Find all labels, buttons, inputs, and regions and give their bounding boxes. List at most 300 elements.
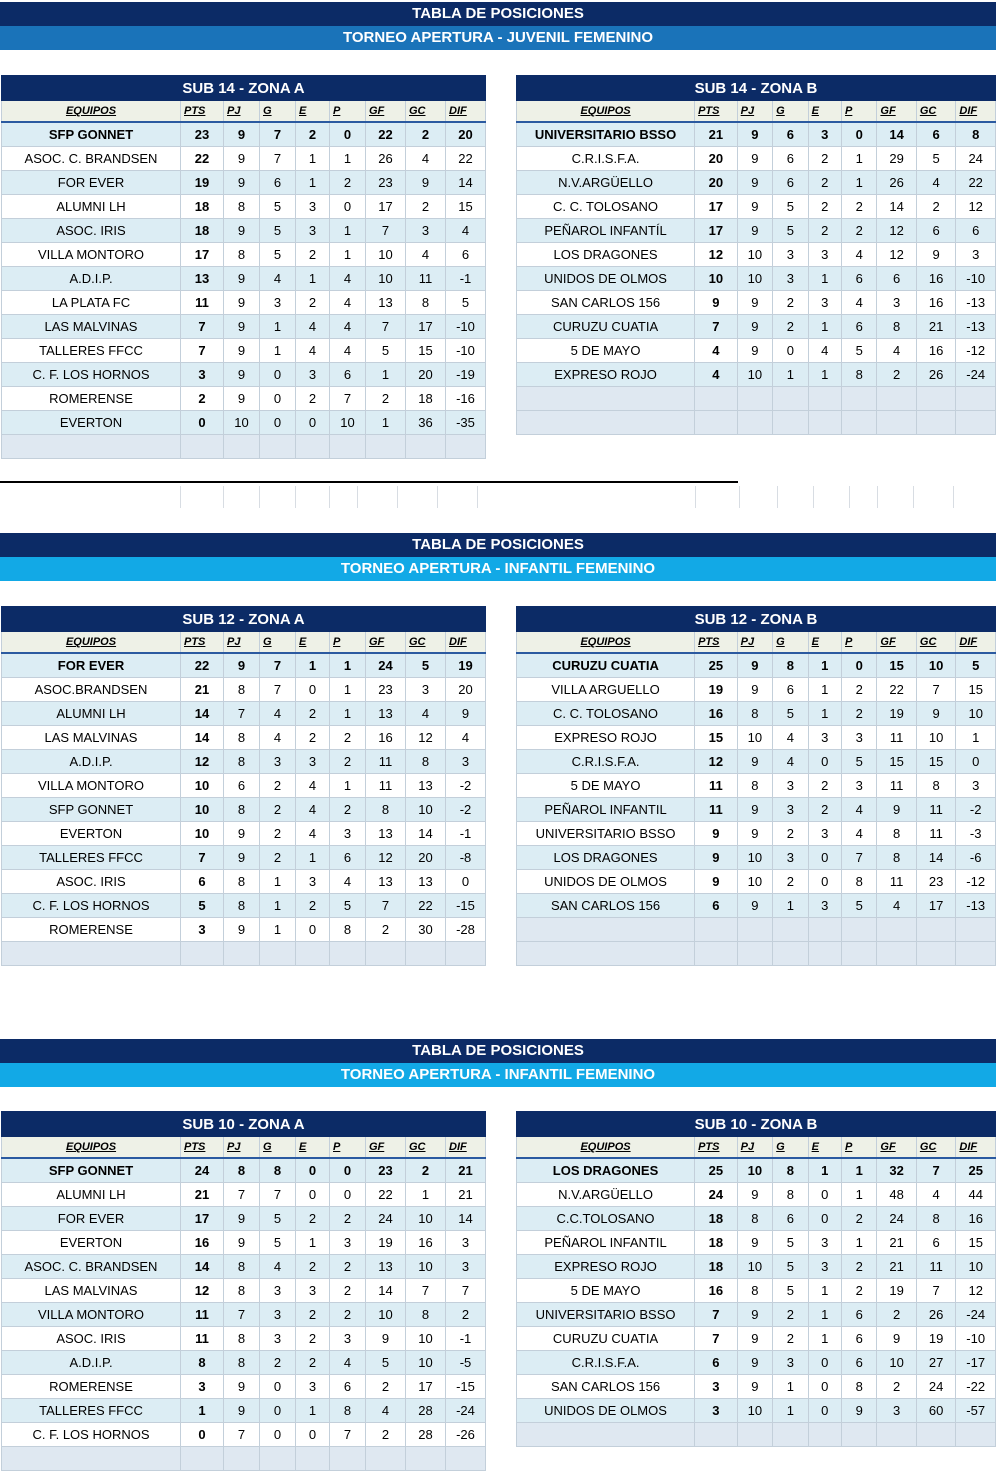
cell-e: 3: [808, 243, 841, 267]
cell-pj: [737, 1423, 773, 1447]
cell-g: 5: [773, 1255, 808, 1279]
standings-table-sub10-zona-b: [516, 1111, 996, 1447]
cell-pj: 7: [224, 1303, 260, 1327]
cell-e: 3: [808, 122, 841, 147]
table-row: [2, 726, 486, 750]
cell-p: 5: [842, 750, 877, 774]
table-row: [517, 798, 996, 822]
cell-gc: 16: [406, 1231, 446, 1255]
grid-divider: [180, 486, 181, 508]
column-header-team: EQUIPOS: [2, 1137, 181, 1159]
table-row: [2, 1183, 486, 1207]
cell-gc: 11: [916, 1255, 956, 1279]
cell-p: 4: [330, 291, 366, 315]
cell-e: 4: [296, 339, 330, 363]
cell-dif: -24: [956, 1303, 996, 1327]
cell-e: 1: [808, 1327, 841, 1351]
column-header-gc: GC: [406, 101, 446, 123]
cell-pts: 19: [695, 678, 738, 702]
cell-e: 0: [808, 1183, 841, 1207]
empty-row: [2, 435, 486, 459]
cell-pts: 2: [181, 387, 224, 411]
table-row: [2, 774, 486, 798]
cell-g: 6: [773, 678, 808, 702]
cell-e: 2: [296, 1351, 330, 1375]
cell-pj: 10: [737, 846, 773, 870]
cell-pts: 20: [695, 147, 738, 171]
cell-pts: 10: [181, 798, 224, 822]
cell-dif: -8: [446, 846, 486, 870]
cell-pts: 18: [695, 1255, 738, 1279]
cell-dif: 3: [956, 774, 996, 798]
cell-p: 4: [330, 1351, 366, 1375]
cell-team: TALLERES FFCC: [2, 339, 181, 363]
cell-team: UNIDOS DE OLMOS: [517, 870, 695, 894]
column-header-team: EQUIPOS: [517, 632, 695, 654]
cell-g: 5: [260, 195, 296, 219]
grid-divider: [397, 486, 398, 508]
cell-pj: 8: [737, 1279, 773, 1303]
column-header-e: E: [808, 1137, 841, 1159]
cell-gc: 5: [406, 653, 446, 678]
cell-pj: [224, 435, 260, 459]
cell-gc: 11: [916, 822, 956, 846]
cell-p: 4: [842, 798, 877, 822]
cell-p: 8: [330, 918, 366, 942]
table-row: [517, 774, 996, 798]
cell-gf: 1: [366, 411, 406, 435]
cell-p: 1: [842, 1158, 877, 1183]
table-row: [2, 870, 486, 894]
table-row: [517, 243, 996, 267]
cell-p: 0: [330, 122, 366, 147]
cell-team: N.V.ARGÜELLO: [517, 171, 695, 195]
cell-gc: [916, 387, 956, 411]
cell-pj: 10: [224, 411, 260, 435]
cell-g: 1: [260, 894, 296, 918]
cell-e: 2: [808, 798, 841, 822]
cell-p: [330, 1447, 366, 1471]
cell-dif: 20: [446, 122, 486, 147]
cell-g: 8: [260, 1158, 296, 1183]
cell-pj: 8: [224, 243, 260, 267]
cell-p: 2: [330, 726, 366, 750]
empty-row: [517, 942, 996, 966]
cell-gc: 15: [916, 750, 956, 774]
cell-e: 1: [808, 1303, 841, 1327]
cell-e: 1: [808, 315, 841, 339]
column-header-dif: DIF: [446, 101, 486, 123]
cell-gc: 11: [406, 267, 446, 291]
cell-gc: 30: [406, 918, 446, 942]
cell-team: UNIVERSITARIO BSSO: [517, 1303, 695, 1327]
cell-g: 7: [260, 1183, 296, 1207]
cell-p: 4: [330, 315, 366, 339]
table-row: [2, 846, 486, 870]
cell-team: VILLA MONTORO: [2, 1303, 181, 1327]
table-row: [2, 363, 486, 387]
cell-p: 1: [842, 147, 877, 171]
cell-team: SFP GONNET: [2, 798, 181, 822]
cell-g: [260, 1447, 296, 1471]
table-row: [2, 653, 486, 678]
cell-pts: 25: [695, 653, 738, 678]
standings-table-sub14-zona-b: [516, 75, 996, 435]
cell-gc: 10: [406, 1327, 446, 1351]
column-header-team: EQUIPOS: [517, 1137, 695, 1159]
cell-dif: -3: [956, 822, 996, 846]
table-row: [2, 1303, 486, 1327]
cell-pj: 10: [737, 243, 773, 267]
cell-dif: -15: [446, 1375, 486, 1399]
cell-g: 0: [260, 1375, 296, 1399]
empty-row: [2, 1447, 486, 1471]
cell-g: 2: [773, 1303, 808, 1327]
cell-p: 2: [842, 195, 877, 219]
cell-team: LOS DRAGONES: [517, 846, 695, 870]
column-header-pj: PJ: [737, 632, 773, 654]
table-row: [2, 411, 486, 435]
column-header-pj: PJ: [224, 101, 260, 123]
table-row: [2, 894, 486, 918]
cell-dif: -15: [446, 894, 486, 918]
cell-dif: 2: [446, 1303, 486, 1327]
cell-g: 2: [773, 870, 808, 894]
table-row: [517, 1207, 996, 1231]
grid-divider: [357, 486, 358, 508]
cell-pts: 18: [181, 195, 224, 219]
cell-g: 2: [773, 291, 808, 315]
cell-g: 2: [260, 846, 296, 870]
cell-pj: 9: [224, 219, 260, 243]
cell-pj: [737, 918, 773, 942]
cell-gf: 29: [877, 147, 916, 171]
cell-e: 2: [296, 122, 330, 147]
cell-dif: -19: [446, 363, 486, 387]
cell-g: 3: [773, 846, 808, 870]
cell-gc: 7: [916, 1279, 956, 1303]
cell-p: 1: [330, 653, 366, 678]
table-row: [2, 1158, 486, 1183]
cell-p: 10: [330, 411, 366, 435]
cell-dif: -6: [956, 846, 996, 870]
cell-gc: 1: [406, 1183, 446, 1207]
cell-e: [808, 387, 841, 411]
cell-team: N.V.ARGÜELLO: [517, 1183, 695, 1207]
cell-pj: 9: [224, 918, 260, 942]
cell-dif: -1: [446, 822, 486, 846]
cell-g: [260, 435, 296, 459]
cell-gc: 10: [916, 653, 956, 678]
cell-pj: 9: [737, 147, 773, 171]
column-header-e: E: [296, 1137, 330, 1159]
cell-pj: 9: [224, 122, 260, 147]
cell-e: 2: [296, 387, 330, 411]
table-row: [2, 1231, 486, 1255]
cell-gc: [916, 411, 956, 435]
grid-divider: [259, 486, 260, 508]
column-header-g: G: [773, 632, 808, 654]
cell-team: TALLERES FFCC: [2, 846, 181, 870]
cell-team: EVERTON: [2, 1231, 181, 1255]
table-row: [517, 171, 996, 195]
cell-gf: 22: [366, 122, 406, 147]
cell-e: 1: [296, 147, 330, 171]
cell-team: PEÑAROL INFANTIL: [517, 1231, 695, 1255]
cell-p: 6: [842, 1327, 877, 1351]
cell-pts: [695, 1423, 738, 1447]
cell-e: 2: [296, 1303, 330, 1327]
table-row: [2, 822, 486, 846]
cell-g: 2: [260, 1351, 296, 1375]
cell-dif: [956, 942, 996, 966]
cell-e: 3: [808, 894, 841, 918]
cell-p: 1: [842, 1183, 877, 1207]
cell-e: 2: [296, 702, 330, 726]
cell-dif: -28: [446, 918, 486, 942]
cell-p: 7: [330, 1423, 366, 1447]
cell-g: [773, 942, 808, 966]
column-header-gf: GF: [366, 101, 406, 123]
cell-g: 2: [260, 822, 296, 846]
empty-row: [517, 918, 996, 942]
column-header-pts: PTS: [181, 1137, 224, 1159]
table-row: [517, 339, 996, 363]
cell-team: EXPRESO ROJO: [517, 363, 695, 387]
cell-p: 5: [842, 894, 877, 918]
cell-team: LAS MALVINAS: [2, 726, 181, 750]
cell-g: 7: [260, 147, 296, 171]
cell-dif: -10: [956, 267, 996, 291]
table-row: [2, 750, 486, 774]
table-row: [2, 702, 486, 726]
cell-gc: 26: [916, 363, 956, 387]
cell-e: 3: [808, 291, 841, 315]
cell-g: 2: [260, 798, 296, 822]
cell-gc: 16: [916, 291, 956, 315]
cell-pj: [224, 942, 260, 966]
cell-pj: 9: [224, 387, 260, 411]
cell-dif: 14: [446, 1207, 486, 1231]
cell-pts: 12: [181, 1279, 224, 1303]
cell-pts: 17: [695, 195, 738, 219]
cell-e: 3: [296, 1375, 330, 1399]
cell-dif: 5: [446, 291, 486, 315]
cell-e: 1: [296, 267, 330, 291]
cell-pts: 6: [695, 1351, 738, 1375]
table-row: [517, 846, 996, 870]
cell-gf: 3: [877, 291, 916, 315]
cell-gf: 17: [366, 195, 406, 219]
cell-g: 0: [260, 387, 296, 411]
table-row: [517, 1255, 996, 1279]
cell-team: [2, 1447, 181, 1471]
cell-p: [842, 918, 877, 942]
cell-pj: 8: [224, 798, 260, 822]
cell-team: PEÑAROL INFANTÍL: [517, 219, 695, 243]
cell-pj: 9: [737, 822, 773, 846]
cell-p: 6: [842, 1351, 877, 1375]
cell-dif: 6: [956, 219, 996, 243]
cell-gf: [877, 387, 916, 411]
column-header-g: G: [260, 1137, 296, 1159]
cell-gf: 24: [366, 1207, 406, 1231]
cell-gc: 23: [916, 870, 956, 894]
column-header-e: E: [808, 101, 841, 123]
cell-pts: 19: [181, 171, 224, 195]
cell-dif: -12: [956, 339, 996, 363]
cell-e: 2: [296, 894, 330, 918]
column-header-gf: GF: [877, 1137, 916, 1159]
cell-pj: 9: [224, 1399, 260, 1423]
cell-gf: 2: [366, 1423, 406, 1447]
cell-pts: 3: [181, 363, 224, 387]
column-header-team: EQUIPOS: [2, 632, 181, 654]
cell-gc: 19: [916, 1327, 956, 1351]
cell-team: C. F. LOS HORNOS: [2, 894, 181, 918]
grid-divider: [437, 486, 438, 508]
cell-dif: 1: [956, 726, 996, 750]
table-row: [517, 822, 996, 846]
table-row: [2, 1327, 486, 1351]
cell-pj: 9: [224, 822, 260, 846]
cell-e: 0: [296, 411, 330, 435]
table-title: SUB 12 - ZONA B: [517, 607, 996, 632]
cell-g: 5: [773, 702, 808, 726]
cell-pj: 8: [737, 702, 773, 726]
cell-team: LAS MALVINAS: [2, 1279, 181, 1303]
cell-g: 1: [260, 870, 296, 894]
cell-team: FOR EVER: [2, 1207, 181, 1231]
cell-gf: 2: [366, 387, 406, 411]
cell-e: [808, 942, 841, 966]
column-header-team: EQUIPOS: [2, 101, 181, 123]
column-header-p: P: [842, 1137, 877, 1159]
cell-dif: -17: [956, 1351, 996, 1375]
cell-gc: 27: [916, 1351, 956, 1375]
cell-g: 2: [773, 822, 808, 846]
cell-g: 5: [773, 1279, 808, 1303]
cell-gf: 9: [877, 798, 916, 822]
cell-gf: 9: [366, 1327, 406, 1351]
cell-pts: 23: [181, 122, 224, 147]
cell-p: 8: [330, 1399, 366, 1423]
cell-pj: 9: [737, 219, 773, 243]
cell-e: 3: [296, 195, 330, 219]
cell-gc: 11: [916, 798, 956, 822]
cell-dif: [446, 942, 486, 966]
cell-pts: 14: [181, 1255, 224, 1279]
cell-dif: -24: [446, 1399, 486, 1423]
column-header-pts: PTS: [181, 101, 224, 123]
table-row: [517, 315, 996, 339]
cell-p: [842, 942, 877, 966]
column-header-dif: DIF: [446, 632, 486, 654]
cell-dif: [956, 1423, 996, 1447]
cell-e: 4: [808, 339, 841, 363]
cell-pj: 8: [224, 195, 260, 219]
cell-pts: 14: [181, 702, 224, 726]
cell-pts: 1: [181, 1399, 224, 1423]
cell-team: 5 DE MAYO: [517, 339, 695, 363]
cell-pj: 9: [737, 653, 773, 678]
column-header-p: P: [330, 101, 366, 123]
cell-g: 0: [260, 1399, 296, 1423]
cell-team: 5 DE MAYO: [517, 774, 695, 798]
cell-e: [808, 1423, 841, 1447]
cell-gc: 16: [916, 339, 956, 363]
table-title: SUB 10 - ZONA A: [2, 1112, 486, 1137]
cell-gf: [366, 942, 406, 966]
cell-pts: 6: [695, 894, 738, 918]
cell-pj: 6: [224, 774, 260, 798]
cell-gc: 4: [406, 243, 446, 267]
cell-p: 1: [842, 1231, 877, 1255]
cell-pts: 10: [181, 774, 224, 798]
cell-dif: -16: [446, 387, 486, 411]
cell-p: 0: [330, 1183, 366, 1207]
column-header-pts: PTS: [181, 632, 224, 654]
grid-divider: [329, 486, 330, 508]
cell-pj: 10: [737, 870, 773, 894]
cell-pts: 25: [695, 1158, 738, 1183]
cell-p: 1: [330, 147, 366, 171]
column-header-team: EQUIPOS: [517, 101, 695, 123]
cell-team: CURUZU CUATIA: [517, 653, 695, 678]
table-title: SUB 10 - ZONA B: [517, 1112, 996, 1137]
table-row: [2, 315, 486, 339]
cell-team: SAN CARLOS 156: [517, 291, 695, 315]
cell-team: TALLERES FFCC: [2, 1399, 181, 1423]
cell-gf: 11: [366, 774, 406, 798]
cell-pts: [695, 942, 738, 966]
cell-pts: 21: [181, 1183, 224, 1207]
cell-p: [842, 387, 877, 411]
table-row: [517, 678, 996, 702]
cell-gc: 10: [406, 1351, 446, 1375]
cell-g: 5: [773, 195, 808, 219]
cell-team: UNIDOS DE OLMOS: [517, 1399, 695, 1423]
cell-dif: 4: [446, 726, 486, 750]
empty-row: [2, 942, 486, 966]
cell-dif: 0: [446, 870, 486, 894]
cell-pj: 8: [737, 774, 773, 798]
cell-pts: 9: [695, 870, 738, 894]
cell-g: [773, 1423, 808, 1447]
cell-pts: 11: [695, 798, 738, 822]
cell-dif: -35: [446, 411, 486, 435]
cell-g: 7: [260, 122, 296, 147]
column-header-gf: GF: [366, 632, 406, 654]
cell-pj: [224, 1447, 260, 1471]
cell-gf: 23: [366, 171, 406, 195]
column-header-dif: DIF: [956, 101, 996, 123]
column-header-g: G: [773, 1137, 808, 1159]
cell-gc: 20: [406, 363, 446, 387]
cell-team: UNIDOS DE OLMOS: [517, 267, 695, 291]
cell-e: 2: [808, 219, 841, 243]
cell-g: 3: [773, 267, 808, 291]
cell-gf: 2: [877, 363, 916, 387]
table-row: [517, 1158, 996, 1183]
cell-pj: 7: [224, 702, 260, 726]
cell-pts: 11: [181, 1303, 224, 1327]
cell-e: 2: [296, 243, 330, 267]
cell-pts: 11: [181, 291, 224, 315]
section-1-title: TABLA DE POSICIONES: [0, 2, 996, 26]
cell-team: [517, 1423, 695, 1447]
cell-pj: 9: [737, 678, 773, 702]
